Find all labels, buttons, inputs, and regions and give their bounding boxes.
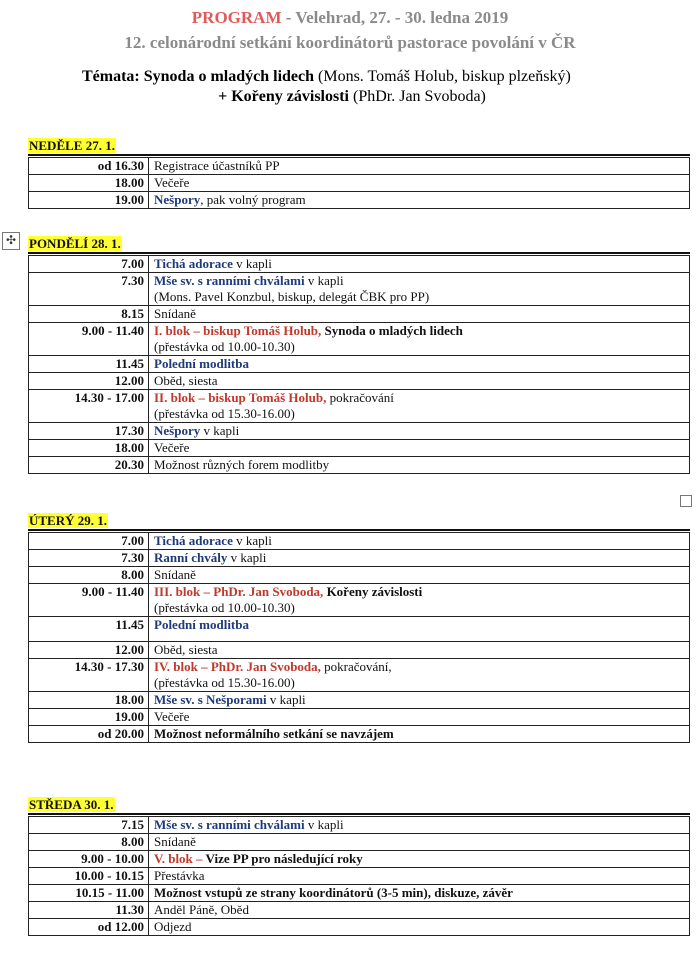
activity-cell — [149, 709, 690, 726]
schedule-row — [29, 817, 690, 834]
activity-cell — [149, 256, 690, 273]
day-divider — [28, 529, 690, 531]
activity-note: (přestávka od 15.30-16.00) — [154, 675, 295, 690]
activity-note: (přestávka od 10.00-10.30) — [154, 600, 295, 615]
activity-text: Ranní chvály — [154, 550, 228, 565]
schedule-row — [29, 834, 690, 851]
program-title — [0, 8, 700, 28]
activity-cell — [149, 902, 690, 919]
schedule-row — [29, 356, 690, 373]
activity-text: Mše sv. s ranními chválami — [154, 273, 305, 288]
schedule-row — [29, 423, 690, 440]
activity-text: Kořeny závislosti — [323, 584, 423, 599]
schedule-table — [28, 532, 690, 743]
schedule-table — [28, 255, 690, 474]
activity-text: , pak volný program — [200, 192, 306, 207]
time-cell: 7.15 — [29, 817, 149, 834]
time-cell: 8.15 — [29, 306, 149, 323]
day-divider — [28, 154, 690, 156]
activity-text: II. blok – biskup Tomáš Holub, — [154, 390, 327, 405]
day-label: NEDĚLE 27. 1. — [29, 138, 115, 153]
activity-text: v kapli — [232, 256, 272, 271]
schedule-row — [29, 726, 690, 743]
activity-cell — [149, 192, 690, 209]
activity-cell — [149, 692, 690, 709]
day-label: STŘEDA 30. 1. — [29, 797, 114, 812]
schedule-row — [29, 192, 690, 209]
day-divider — [28, 813, 690, 815]
time-cell: 11.45 — [29, 356, 149, 373]
activity-note: (Mons. Pavel Konzbul, biskup, delegát ČBK pro PP) — [154, 289, 430, 304]
activity-text: v kapli — [304, 817, 344, 832]
activity-text: Přestávka — [154, 868, 205, 883]
activity-text: Večeře — [154, 175, 190, 190]
time-cell: 19.00 — [29, 192, 149, 209]
time-cell: od 12.00 — [29, 919, 149, 936]
activity-cell — [149, 617, 690, 642]
activity-cell — [149, 834, 690, 851]
themes-block — [82, 68, 642, 106]
activity-text: Možnost vstupů ze strany koordinátorů (3-5 min), diskuze, závěr — [154, 885, 513, 900]
program-word: PROGRAM — [191, 8, 282, 27]
activity-text: pokračování — [326, 390, 394, 405]
time-cell: 8.00 — [29, 567, 149, 584]
activity-text: Vize PP pro následující roky — [202, 851, 363, 866]
schedule-row — [29, 158, 690, 175]
time-cell: 10.15 - 11.00 — [29, 885, 149, 902]
activity-cell — [149, 423, 690, 440]
time-cell: od 16.30 — [29, 158, 149, 175]
activity-cell — [149, 175, 690, 192]
activity-cell — [149, 323, 690, 356]
time-cell: 7.30 — [29, 273, 149, 306]
schedule-row — [29, 902, 690, 919]
time-cell: 9.00 - 11.40 — [29, 323, 149, 356]
schedule-row — [29, 584, 690, 617]
activity-text: Odjezd — [154, 919, 192, 934]
time-cell: 7.00 — [29, 533, 149, 550]
time-cell: 20.30 — [29, 457, 149, 474]
activity-text: Večeře — [154, 709, 190, 724]
activity-text: V. blok – — [154, 851, 203, 866]
activity-cell — [149, 457, 690, 474]
activity-text: v kapli — [304, 273, 344, 288]
time-cell: od 20.00 — [29, 726, 149, 743]
activity-cell — [149, 158, 690, 175]
time-cell: 18.00 — [29, 692, 149, 709]
day-section-tuesday — [28, 513, 690, 743]
activity-text: IV. blok – PhDr. Jan Svoboda, — [154, 659, 321, 674]
schedule-row — [29, 256, 690, 273]
time-cell: 14.30 - 17.30 — [29, 659, 149, 692]
day-label: PONDĚLÍ 28. 1. — [29, 236, 121, 251]
time-cell: 8.00 — [29, 834, 149, 851]
themes-speaker2: (PhDr. Jan Svoboda) — [349, 88, 486, 105]
day-section-monday — [28, 236, 690, 474]
schedule-row — [29, 306, 690, 323]
time-cell: 18.00 — [29, 440, 149, 457]
schedule-table — [28, 157, 690, 209]
time-cell: 14.30 - 17.00 — [29, 390, 149, 423]
schedule-row — [29, 440, 690, 457]
schedule-row — [29, 533, 690, 550]
schedule-row — [29, 390, 690, 423]
activity-text: III. blok – PhDr. Jan Svoboda, — [154, 584, 324, 599]
activity-text: Snídaně — [154, 306, 196, 321]
schedule-row — [29, 692, 690, 709]
activity-cell — [149, 273, 690, 306]
schedule-row — [29, 851, 690, 868]
activity-cell — [149, 851, 690, 868]
schedule-row — [29, 567, 690, 584]
activity-cell — [149, 817, 690, 834]
day-section-sunday — [28, 138, 690, 209]
activity-text: v kapli — [232, 533, 272, 548]
activity-cell — [149, 567, 690, 584]
themes-speaker1: (Mons. Tomáš Holub, biskup plzeňský) — [314, 68, 571, 85]
activity-text: Registrace účastníků PP — [154, 158, 280, 173]
activity-text: Možnost neformálního setkání se navzájem — [154, 726, 394, 741]
schedule-table — [28, 816, 690, 936]
time-cell: 9.00 - 10.00 — [29, 851, 149, 868]
activity-text: Tichá adorace — [154, 256, 233, 271]
activity-text: Synoda o mladých lidech — [321, 323, 463, 338]
program-place-date: - Velehrad, 27. - 30. ledna 2019 — [281, 8, 509, 27]
activity-note: (přestávka od 10.00-10.30) — [154, 339, 295, 354]
activity-text: v kapli — [266, 692, 306, 707]
activity-cell — [149, 550, 690, 567]
activity-cell — [149, 642, 690, 659]
activity-text: Oběd, siesta — [154, 642, 218, 657]
schedule-row — [29, 457, 690, 474]
activity-text: Polední modlitba — [154, 356, 249, 371]
activity-text: Nešpory — [154, 423, 201, 438]
themes-line2: + Kořeny závislosti — [218, 88, 349, 105]
activity-text: Polední modlitba — [154, 617, 249, 632]
activity-cell — [149, 440, 690, 457]
activity-cell — [149, 885, 690, 902]
activity-text: Večeře — [154, 440, 190, 455]
schedule-row — [29, 550, 690, 567]
activity-text: v kapli — [200, 423, 240, 438]
activity-text: pokračování, — [320, 659, 392, 674]
activity-text: v kapli — [227, 550, 267, 565]
day-label: ÚTERÝ 29. 1. — [29, 513, 108, 528]
schedule-row — [29, 273, 690, 306]
schedule-row — [29, 659, 690, 692]
activity-cell — [149, 659, 690, 692]
themes-label: Témata: Synoda o mladých lidech — [82, 68, 315, 85]
checkbox-icon[interactable] — [680, 495, 692, 507]
time-cell: 19.00 — [29, 709, 149, 726]
time-cell: 11.45 — [29, 617, 149, 642]
schedule-row — [29, 323, 690, 356]
time-cell: 7.00 — [29, 256, 149, 273]
time-cell: 18.00 — [29, 175, 149, 192]
time-cell: 12.00 — [29, 373, 149, 390]
time-cell: 11.30 — [29, 902, 149, 919]
schedule-row — [29, 373, 690, 390]
time-cell: 12.00 — [29, 642, 149, 659]
schedule-row — [29, 868, 690, 885]
move-handle-icon[interactable]: ✣ — [2, 232, 20, 250]
time-cell: 10.00 - 10.15 — [29, 868, 149, 885]
activity-text: Možnost různých forem modlitby — [154, 457, 330, 472]
activity-cell — [149, 584, 690, 617]
activity-text: Snídaně — [154, 567, 196, 582]
activity-cell — [149, 533, 690, 550]
time-cell: 17.30 — [29, 423, 149, 440]
time-cell: 7.30 — [29, 550, 149, 567]
activity-cell — [149, 726, 690, 743]
activity-cell — [149, 919, 690, 936]
activity-cell — [149, 868, 690, 885]
activity-cell — [149, 306, 690, 323]
activity-text: Mše sv. s Nešporami — [154, 692, 267, 707]
program-subtitle: 12. celonárodní setkání koordinátorů pastorace povolání v ČR — [124, 33, 576, 52]
day-section-wednesday — [28, 797, 690, 936]
activity-text: Anděl Páně, Oběd — [154, 902, 249, 917]
schedule-row — [29, 617, 690, 642]
day-divider — [28, 252, 690, 254]
activity-text: Oběd, siesta — [154, 373, 218, 388]
activity-note: (přestávka od 15.30-16.00) — [154, 406, 295, 421]
schedule-row — [29, 709, 690, 726]
activity-text: Tichá adorace — [154, 533, 233, 548]
schedule-row — [29, 919, 690, 936]
activity-cell — [149, 373, 690, 390]
activity-cell — [149, 356, 690, 373]
activity-text: I. blok – biskup Tomáš Holub, — [154, 323, 322, 338]
schedule-row — [29, 642, 690, 659]
activity-cell — [149, 390, 690, 423]
schedule-row — [29, 175, 690, 192]
activity-text: Snídaně — [154, 834, 196, 849]
activity-text: Nešpory — [154, 192, 201, 207]
schedule-row — [29, 885, 690, 902]
time-cell: 9.00 - 11.40 — [29, 584, 149, 617]
activity-text: Mše sv. s ranními chválami — [154, 817, 305, 832]
